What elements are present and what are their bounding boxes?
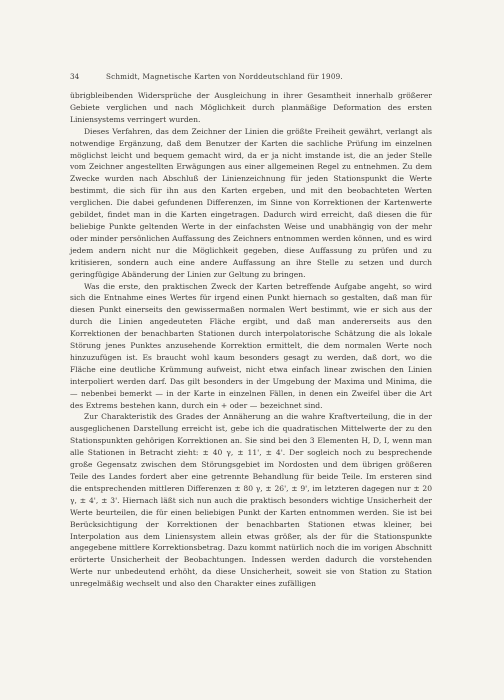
paragraph-continuation: übrigbleibenden Widersprüche der Ausgleichung in ihrer Gesamtheit innerhalb größerer Gebiete verglichen und nach Möglichkeit durch planmäßige Deformation des ersten Liniensystems verringert wurden. (70, 91, 432, 124)
running-title: Schmidt, Magnetische Karten von Norddeutschland für 1909. (106, 72, 343, 81)
running-head (70, 72, 432, 82)
paragraph: Was die erste, den praktischen Zweck der Karten betreffende Aufgabe angeht, so wird sich die Entnahme eines Wertes für irgend einen Punkt hiernach so gestalten, daß man für diesen Punkt einerseits den gewissermaßen normalen Wert bestimmt, wie er sich aus der durch die Linien angedeuteten Fläche ergibt, und daß man andererseits aus den Korrektionen der benachbarten Stationen durch interpolatorische Schätzung die als lokale Störung jenes Punktes anzusehende Korrektion ermittelt, die dem normalen Werte noch hinzuzufügen ist. Es braucht wohl kaum besonders gesagt zu werden, daß dort, wo die Fläche eine deutliche Krümmung aufweist, nicht etwa einfach linear zwischen den Linien interpoliert werden darf. Das gilt besonders in der Umgebung der Maxima und Minima, die — nebenbei bemerkt — in der Karte in einzelnen Fällen, in denen ein Zweifel über die Art des Extrems bestehen kann, durch ein + oder — bezeichnet sind. (70, 281, 432, 410)
paragraph: Zur Charakteristik des Grades der Annäherung an die wahre Kraftverteilung, die in der ausgeglichenen Darstellung erreicht ist, gebe ich die quadratischen Mittelwerte der zu den Stationspunkten gehörigen Korrektionen an. Sie sind bei den 3 Elementen H, D, I, wenn man alle Stationen in Betracht zieht: ± 40 γ, ± 11', ± 4'. Der sogleich noch zu besprechende große Gegensatz zwischen dem Störungsgebiet im Nordosten und dem übrigen größeren Teile des Landes fordert aber eine getrennte Behandlung für beide Teile. Im ersteren sind die entsprechenden mittleren Differenzen ± 80 γ, ± 26', ± 9', im letzteren dagegen nur ± 20 γ, ± 4', ± 3'. Hiernach läßt sich nun auch die praktisch besonders wichtige Unsicherheit der Werte beurteilen, die für einen beliebigen Punkt der Karten entnommen werden. Sie ist bei Berücksichtigung der Korrektionen der benachbarten Stationen etwas kleiner, bei Interpolation aus dem Liniensystem allein etwas größer, als der für die Stationspunkte angegebene mittlere Korrektionsbetrag. Dazu kommt natürlich noch die im vorigen Abschnitt erörterte Unsicherheit der Beobachtungen. Indessen werden dadurch die vorstehenden Werte nur unbedeutend erhöht, da diese Unsicherheit, soweit sie von Station zu Station unregelmäßig wechselt und also den Charakter eines zufälligen (70, 412, 432, 589)
body-text (70, 90, 432, 590)
paragraph: Dieses Verfahren, das dem Zeichner der Linien die größte Freiheit gewährt, verlangt als notwendige Ergänzung, daß dem Benutzer der Karten die sachliche Prüfung im einzelnen möglichst leicht und bequem gemacht wird, da er ja nicht imstande ist, die an jeder Stelle vom Zeichner angestellten Erwägungen aus einer allgemeinen Regel zu entnehmen. Zu dem Zwecke wurden nach Abschluß der Linienzeichnung für jeden Stationspunkt die Werte bestimmt, die sich für ihn aus den Karten ergeben, und mit den beobachteten Werten verglichen. Die dabei gefundenen Differenzen, im Sinne von Korrektionen der Kartenwerte gebildet, findet man in die Karten eingetragen. Dadurch wird erreicht, daß diesen die für beliebige Punkte geltenden Werte in der einfachsten Weise und unabhängig von der mehr oder minder persönlichen Auffassung des Zeichners entnommen werden können, und es wird jedem andern nicht nur die Möglichkeit gegeben, diese Auffassung zu prüfen und zu kritisieren, sondern auch eine andere Auffassung an ihre Stelle zu setzen und durch geringfügige Abänderung der Linien zur Geltung zu bringen. (70, 126, 432, 279)
page-number: 34 (70, 72, 80, 81)
